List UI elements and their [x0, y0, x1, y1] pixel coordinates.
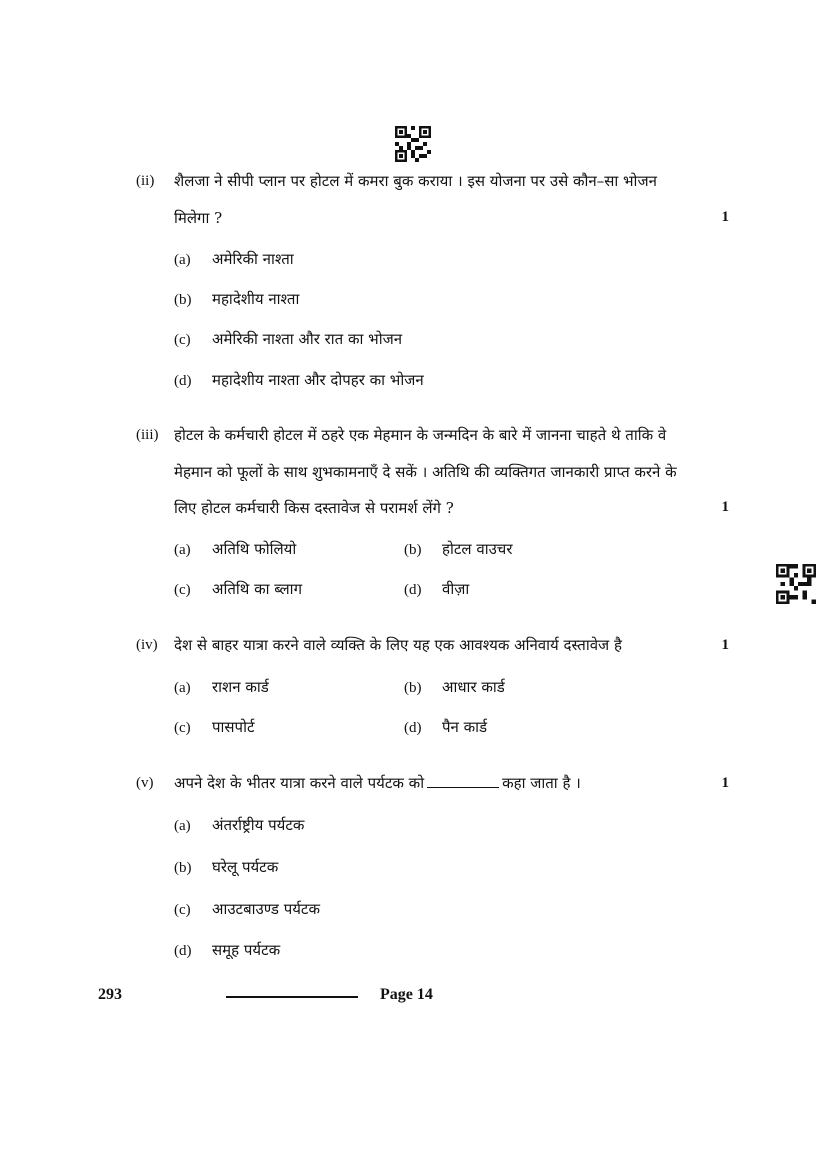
- option-text: अमेरिकी नाश्ता और रात का भोजन: [212, 330, 403, 348]
- option-label: (b): [404, 680, 422, 696]
- qr-code-side: [776, 564, 816, 604]
- option: [174, 329, 402, 349]
- option-text: अतिथि का ब्लाग: [212, 580, 303, 598]
- option: [174, 717, 255, 737]
- option-text: पासपोर्ट: [212, 718, 255, 736]
- option-text: आधार कार्ड: [442, 678, 505, 696]
- option: [174, 899, 320, 919]
- option-label: (d): [404, 582, 422, 598]
- question-number: (ii): [136, 173, 155, 189]
- page-number: Page 14: [380, 986, 433, 1003]
- option-text: आउटबाउण्ड पर्यटक: [212, 900, 320, 918]
- footer-divider: [226, 996, 358, 998]
- question-text-line: [174, 773, 581, 793]
- question-text-line: देश से बाहर यात्रा करने वाले व्यक्ति के लिए यह एक आवश्यक अनिवार्य दस्तावेज है: [174, 636, 622, 654]
- option-label: (a): [174, 542, 191, 558]
- question-number: (iii): [136, 427, 159, 443]
- option-label: (c): [174, 902, 191, 918]
- marks: 1: [721, 499, 729, 515]
- paper-code: 293: [98, 986, 122, 1003]
- option-label: (d): [404, 720, 422, 736]
- option-label: (b): [174, 860, 192, 876]
- option-label: (d): [174, 373, 192, 389]
- option: [174, 940, 280, 960]
- option: [404, 579, 469, 599]
- option: [174, 249, 294, 269]
- option-label: (d): [174, 943, 192, 959]
- option-text: महादेशीय नाश्ता और दोपहर का भोजन: [212, 371, 424, 389]
- marks: 1: [721, 637, 729, 653]
- option: [174, 370, 424, 390]
- option-text: होटल वाउचर: [442, 540, 513, 558]
- option-label: (a): [174, 252, 191, 268]
- option: [404, 677, 505, 697]
- option-text: अमेरिकी नाश्ता: [212, 250, 294, 268]
- option-text: अंतर्राष्ट्रीय पर्यटक: [212, 816, 305, 834]
- option-label: (b): [404, 542, 422, 558]
- option-label: (b): [174, 292, 192, 308]
- option-label: (c): [174, 332, 191, 348]
- option: [174, 857, 278, 877]
- question-text-line: मिलेगा ?: [174, 209, 223, 227]
- option-label: (a): [174, 680, 191, 696]
- option-text: समूह पर्यटक: [212, 941, 281, 959]
- option: [174, 579, 302, 599]
- question-number: (iv): [136, 637, 158, 653]
- option-text: पैन कार्ड: [442, 718, 488, 736]
- question-text-line: मेहमान को फूलों के साथ शुभकामनाएँ दे सकें । अतिथि की व्यक्तिगत जानकारी प्राप्त करने के: [174, 463, 677, 481]
- option: [174, 539, 296, 559]
- option-text: वीज़ा: [442, 580, 470, 598]
- fill-in-blank: [427, 775, 499, 788]
- question-text-line: शैलजा ने सीपी प्लान पर होटल में कमरा बुक कराया । इस योजना पर उसे कौन–सा भोजन: [174, 172, 657, 190]
- marks: 1: [721, 209, 729, 225]
- option-label: (c): [174, 720, 191, 736]
- question-text-line: लिए होटल कर्मचारी किस दस्तावेज से परामर्श लेंगे ?: [174, 499, 454, 517]
- question-text-before-blank: अपने देश के भीतर यात्रा करने वाले पर्यटक को: [174, 774, 425, 792]
- qr-code-top: [395, 126, 431, 162]
- option: [174, 289, 299, 309]
- option-label: (c): [174, 582, 191, 598]
- option: [404, 717, 487, 737]
- option: [174, 677, 269, 697]
- marks: 1: [721, 775, 729, 791]
- option-text: राशन कार्ड: [212, 678, 269, 696]
- option: [174, 815, 304, 835]
- option-text: घरेलू पर्यटक: [212, 858, 279, 876]
- option-label: (a): [174, 818, 191, 834]
- option-text: अतिथि फोलियो: [212, 540, 297, 558]
- option-text: महादेशीय नाश्ता: [212, 290, 300, 308]
- question-text-line: होटल के कर्मचारी होटल में ठहरे एक मेहमान के जन्मदिन के बारे में जानना चाहते थे ताकि वे: [174, 426, 667, 444]
- question-text-after-blank: कहा जाता है ।: [502, 774, 581, 792]
- question-number: (v): [136, 775, 154, 791]
- option: [404, 539, 512, 559]
